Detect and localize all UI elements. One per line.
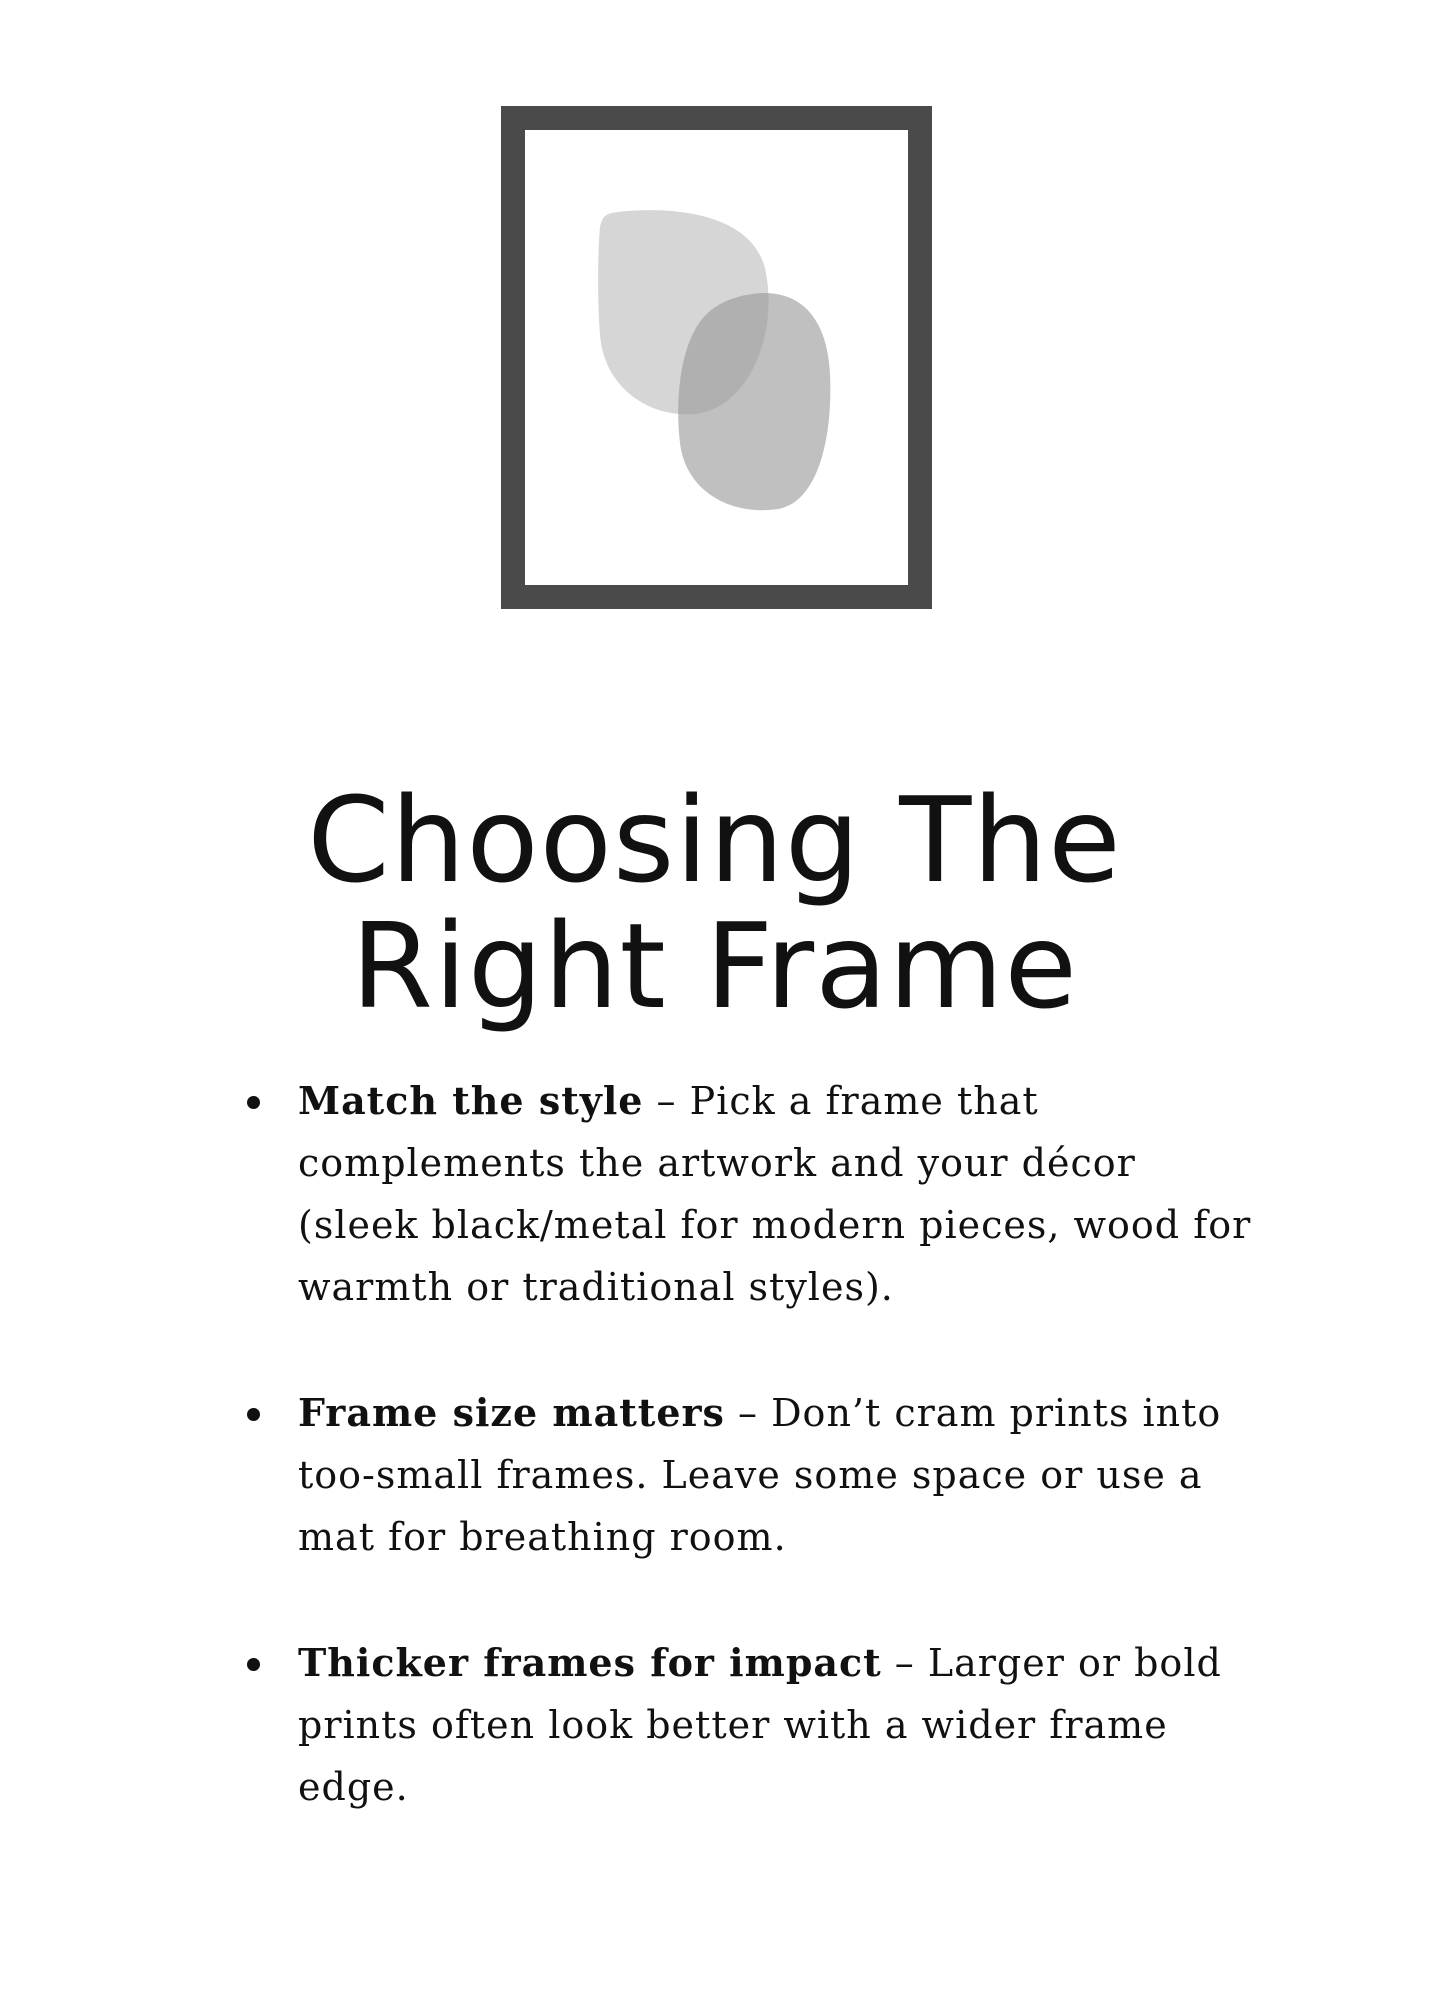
bullet-dot-icon: [247, 1658, 260, 1671]
tip-heading: Thicker frames for impact: [298, 1640, 882, 1685]
bullet-dot-icon: [247, 1408, 260, 1421]
tip-body: Larger or bold prints often look better with a wider frame edge.: [298, 1641, 1222, 1809]
bullet-dot-icon: [247, 1096, 260, 1109]
tip-separator: –: [881, 1641, 928, 1685]
tip-separator: –: [643, 1079, 690, 1123]
tip-heading: Match the style: [298, 1078, 644, 1123]
title-line-2: Right Frame: [351, 897, 1078, 1036]
tip-item: [245, 1070, 1255, 1318]
framed-abstract-art-icon: [500, 105, 933, 610]
tip-body: Don’t cram prints into too-small frames. Leave some space or use a mat for breathing room.: [298, 1391, 1222, 1559]
tip-item: [245, 1632, 1255, 1818]
tip-body: Pick a frame that complements the artwork and your décor (sleek black/metal for modern pieces, wood for warmth or traditional styles).: [298, 1079, 1252, 1309]
title-line-1: Choosing The: [307, 771, 1122, 910]
tip-separator: –: [724, 1391, 772, 1435]
tip-item: [245, 1382, 1255, 1568]
tips-list: [245, 1070, 1255, 1882]
abstract-shape-bottom: [678, 293, 830, 510]
page-title: [0, 771, 1429, 1036]
tip-heading: Frame size matters: [298, 1390, 725, 1435]
